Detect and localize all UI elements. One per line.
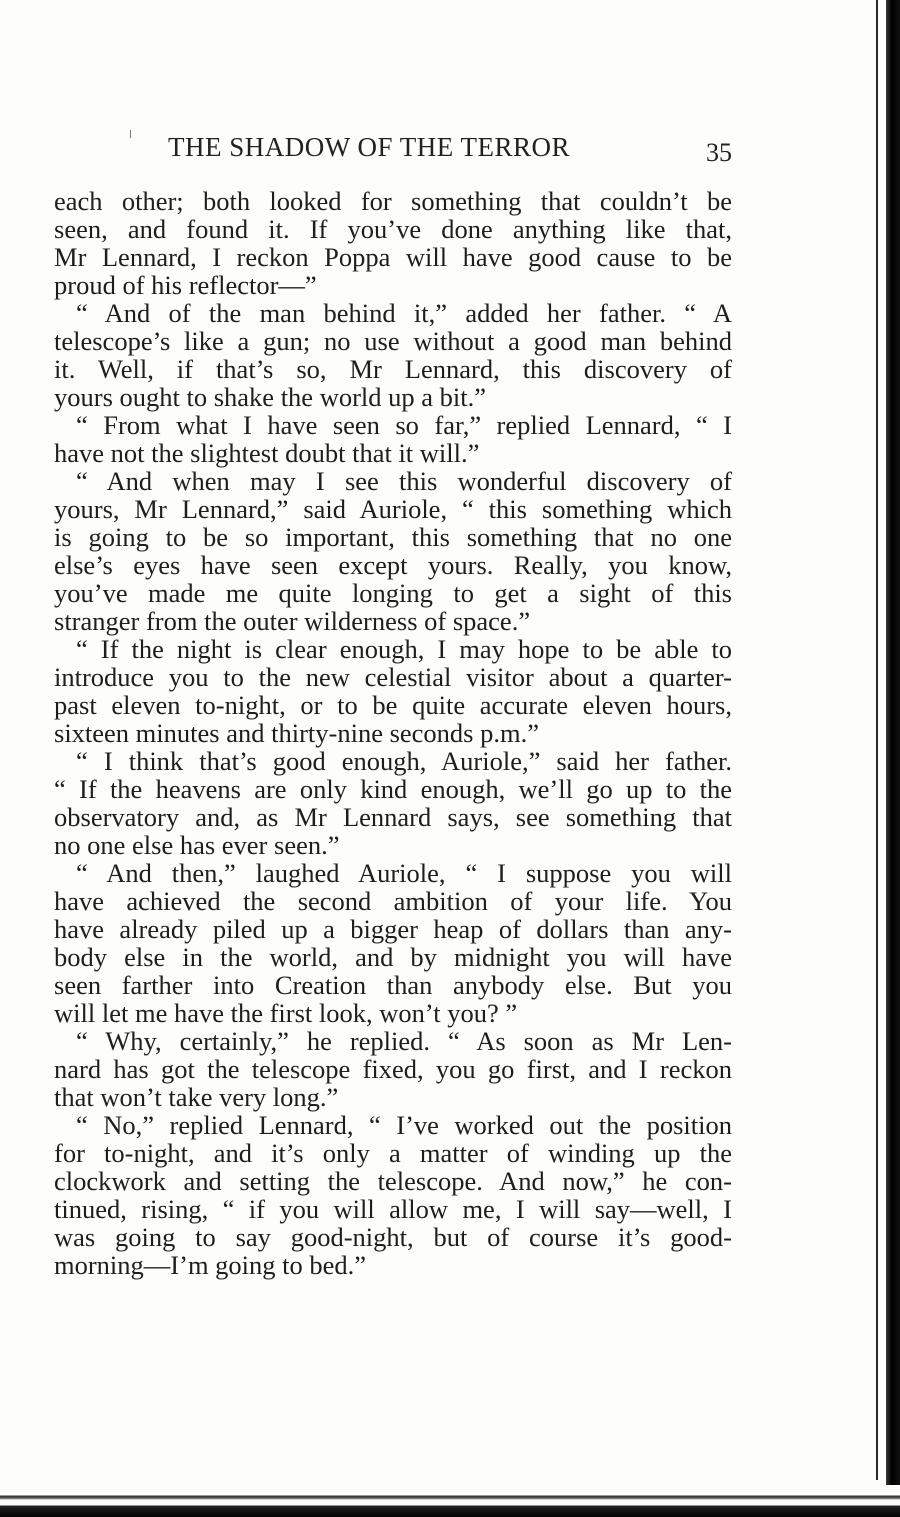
text-line: have achieved the second ambition of your life. You	[54, 886, 732, 916]
text-line: “ No,” replied Lennard, “ I’ve worked out the position	[76, 1110, 732, 1140]
text-line: “ I think that’s good enough, Auriole,” said her father.	[76, 746, 732, 776]
text-line: introduce you to the new celestial visitor about a quarter-	[54, 662, 732, 692]
text-line: that won’t take very long.”	[54, 1082, 339, 1112]
bottom-edge	[0, 1485, 900, 1517]
text-line: will let me have the first look, won’t you? ”	[54, 998, 518, 1028]
text-line: sixteen minutes and thirty-nine seconds p.m.”	[54, 718, 539, 748]
text-line: seen farther into Creation than anybody else. But you	[54, 970, 732, 1000]
text-line: Mr Lennard, I reckon Poppa will have good cause to be	[54, 242, 732, 272]
text-line: “ And of the man behind it,” added her father. “ A	[76, 298, 732, 328]
body-text	[54, 187, 732, 1279]
text-line: no one else has ever seen.”	[54, 830, 340, 860]
text-line: for to-night, and it’s only a matter of winding up the	[54, 1138, 732, 1168]
text-line: yours ought to shake the world up a bit.”	[54, 382, 487, 412]
binding-edge	[886, 0, 900, 1517]
text-line: have already piled up a bigger heap of dollars than any-	[54, 914, 732, 944]
text-line: “ From what I have seen so far,” replied Lennard, “ I	[76, 410, 732, 440]
text-line: “ If the night is clear enough, I may hope to be able to	[76, 634, 732, 664]
text-line: “ And when may I see this wonderful discovery of	[76, 466, 732, 496]
text-line: morning—I’m going to bed.”	[54, 1250, 367, 1280]
text-line: was going to say good-night, but of course it’s good-	[54, 1222, 732, 1252]
text-line: tinued, rising, “ if you will allow me, I will say—well, I	[54, 1194, 732, 1224]
text-line: past eleven to-night, or to be quite accurate eleven hours,	[54, 690, 732, 720]
text-line: telescope’s like a gun; no use without a good man behind	[54, 326, 732, 356]
text-line: “ If the heavens are only kind enough, we’ll go up to the	[54, 774, 732, 804]
text-line: is going to be so important, this something that no one	[54, 522, 732, 552]
text-line: “ And then,” laughed Auriole, “ I suppose you will	[76, 858, 732, 888]
text-line: body else in the world, and by midnight you will have	[54, 942, 732, 972]
text-line: “ Why, certainly,” he replied. “ As soon as Mr Len-	[76, 1026, 732, 1056]
text-line: proud of his reflector—”	[54, 270, 317, 300]
page-number: 35	[706, 138, 732, 167]
page-edge-line	[876, 0, 878, 1480]
text-line: clockwork and setting the telescope. And now,” he con-	[54, 1166, 732, 1196]
text-line: each other; both looked for something that couldn’t be	[54, 186, 732, 216]
text-line: you’ve made me quite longing to get a sight of this	[54, 578, 732, 608]
text-line: nard has got the telescope fixed, you go first, and I reckon	[54, 1054, 732, 1084]
running-title: THE SHADOW OF THE TERROR	[168, 132, 571, 162]
text-line: observatory and, as Mr Lennard says, see something that	[54, 802, 732, 832]
text-line: have not the slightest doubt that it will.”	[54, 438, 480, 468]
text-line: it. Well, if that’s so, Mr Lennard, this discovery of	[54, 354, 732, 384]
text-line: yours, Mr Lennard,” said Auriole, “ this something which	[54, 494, 732, 524]
running-head	[0, 132, 900, 166]
text-line: seen, and found it. If you’ve done anything like that,	[54, 214, 732, 244]
text-line: else’s eyes have seen except yours. Really, you know,	[54, 550, 732, 580]
text-line: stranger from the outer wilderness of space.”	[54, 606, 531, 636]
